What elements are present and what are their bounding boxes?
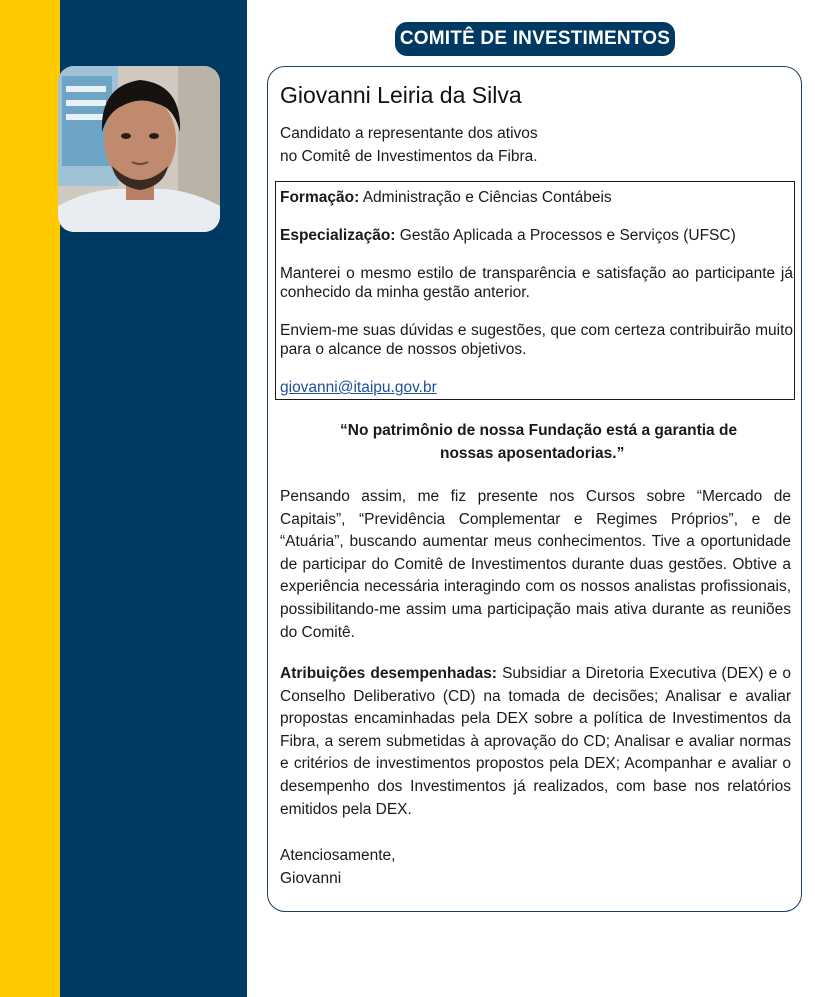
specialization-value: Gestão Aplicada a Processos e Serviços (UFSC) xyxy=(395,227,736,244)
quote-line-1: “No patrimônio de nossa Fundação está a garantia de xyxy=(340,422,738,439)
subtitle-line-2: no Comitê de Investimentos da Fibra. xyxy=(280,148,538,165)
signature: Giovanni xyxy=(280,870,342,887)
statement-paragraph-2: Enviem-me suas dúvidas e sugestões, que com certeza contribuirão muito para o alcance de nossos objetivos. xyxy=(280,322,793,358)
subtitle-line-1: Candidato a representante dos ativos xyxy=(280,125,538,142)
candidate-name: Giovanni Leiria da Silva xyxy=(280,82,522,108)
closing xyxy=(280,844,395,890)
attributions-label: Atribuições desempenhadas: xyxy=(280,665,497,682)
formation-line xyxy=(280,188,793,207)
quote xyxy=(340,419,790,465)
attributions-paragraph xyxy=(280,663,791,821)
section-header: COMITÊ DE INVESTIMENTOS xyxy=(395,22,675,56)
salutation: Atenciosamente, xyxy=(280,847,396,864)
info-box xyxy=(275,181,795,400)
attributions-text: Subsidiar a Diretoria Executiva (DEX) e o Conselho Deliberativo (CD) na tomada de decisões; Analisar e avaliar propostas encaminhadas pela DEX sobre a política de Investimentos da Fibra, a serem submetidas à aprovação do CD; Analisar e avaliar normas e critérios de investimentos propostos pela DEX; Acompanhar e avaliar o desempenho dos Investimentos já realizados, com base nos relatórios emitidos pela DEX. xyxy=(280,665,792,818)
specialization-line xyxy=(280,226,793,245)
specialization-label: Especialização: xyxy=(280,227,396,244)
candidate-subtitle xyxy=(280,122,680,168)
candidate-photo xyxy=(58,66,220,232)
formation-label: Formação: xyxy=(280,189,360,206)
statement-paragraph-1: Manterei o mesmo estilo de transparência e satisfação ao participante já conhecido da minha gestão anterior. xyxy=(280,265,793,301)
quote-line-2: nossas aposentadorias.” xyxy=(440,445,625,462)
experience-paragraph: Pensando assim, me fiz presente nos Cursos sobre “Mercado de Capitais”, “Previdência Complementar e Regimes Próprios”, e de “Atuária”, buscando aumentar meus conhecimentos. Tive a oportunidade de participar do Comitê de Investimentos durante duas gestões. Obtive a experiência necessária interagindo com os nossos analistas profissionais, possibilitando-me assim uma participação mais ativa durante as reuniões do Comitê. xyxy=(280,488,791,641)
yellow-side-stripe xyxy=(0,0,60,997)
email-link[interactable]: giovanni@itaipu.gov.br xyxy=(280,379,437,396)
formation-value: Administração e Ciências Contábeis xyxy=(359,189,612,206)
